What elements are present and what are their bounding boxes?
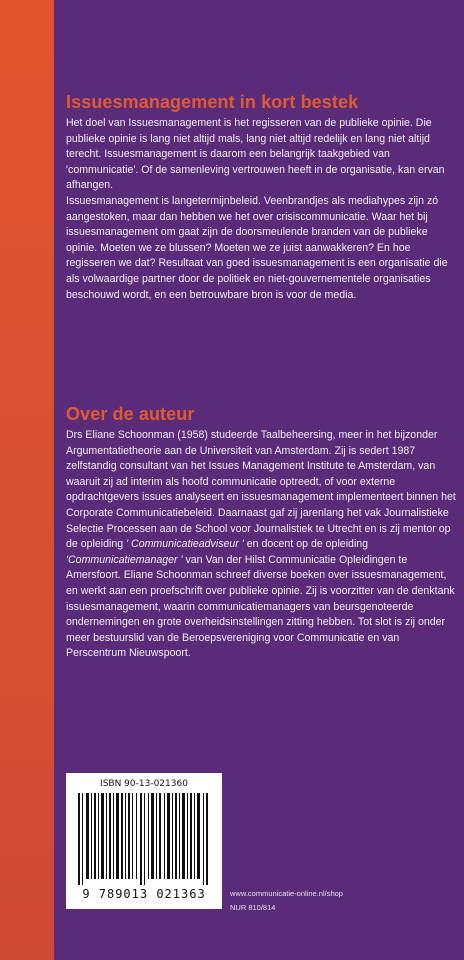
orange-side-strip	[0, 0, 54, 960]
paragraph-2: Issuesmanagement is langetermijnbeleid. Veenbrandjes als mediahypes zijn zó aangestoken, maar dan hebben we het over crisiscommunicatie. Waar het bij issuesmanagement om gaat zijn de doorsmeulende branden van de publieke opinie. Moeten we ze blussen? Moeten we ze juist aanwakkeren? En hoe regisseren we dat? Resultaat van goed issuesmanagement is een organisatie die als volwaardige partner door de politiek en niet-gouvernementele organisaties beschouwd wordt, en een betrouwbare bron is voor de media.	[66, 194, 448, 301]
author-bio	[66, 428, 456, 662]
bio-part-a: Drs Eliane Schoonman (1958) studeerde Taalbeheersing, meer in het bijzonder Argumentatietheorie aan de Universiteit van Amsterdam. Zij is sedert 1987 zelfstandig consultant van het Issues Management Institute te Amsterdam, van waaruit zij ad interim als hoofd communicatie optreedt, of voor externe opdrachtgevers issues analyseert en issuesmanagement implementeert binnen het Corporate Communicatiebeleid. Daarnaast gaf zij jarenlang het vak Journalistieke Selectie Processen aan de School voor Journalistiek te Utrecht en is zij mentor op de opleiding	[66, 429, 456, 551]
course-communicatiemanager: 'Communicatiemanager '	[66, 553, 183, 566]
bio-part-b: en docent op de opleiding	[246, 538, 369, 551]
shop-url: www.communicatie-online.nl/shop	[230, 889, 343, 898]
course-communicatieadviseur: ' Communicatieadviseur '	[126, 538, 244, 551]
isbn-label: ISBN 90-13-021360	[100, 779, 188, 789]
section-issuesmanagement-body	[66, 116, 456, 303]
nur-code: NUR 810/814	[230, 903, 276, 912]
barcode-image	[76, 793, 212, 885]
top-purple-band	[54, 0, 464, 88]
section-auteur-body	[66, 428, 456, 662]
barcode-panel	[66, 773, 222, 909]
bio-part-c: van Van der Hilst Communicatie Opleidingen te Amersfoort. Eliane Schoonman schreef diverse boeken over issuesmanagement, en werkt aan een proefschrift over publieke opinie. Zij is voorzitter van de denktank issuesmanagement, waarin communicatiemanagers van beursgenoteerde ondernemingen en grote overheidsinstellingen zitting hebben. Tot slot is zij onder meer bestuurslid van de Beroepsvereniging voor Communicatie en van Perscentrum Nieuwspoort.	[66, 553, 455, 660]
section-title-auteur: Over de auteur	[66, 404, 195, 424]
section-title-issuesmanagement: Issuesmanagement in kort bestek	[66, 92, 359, 112]
barcode-digits: 9 789013 021363	[82, 887, 206, 901]
paragraph-1: Het doel van Issuesmanagement is het regisseren van de publieke opinie. Die publieke opinie is lang niet altijd mals, lang niet altijd redelijk en lang niet altijd terecht. Issuesmanagement is daarom een belangrijk taakgebied van 'communicatie'. Of de samenleving vertrouwen heeft in de organisatie, kan ervan afhangen.	[66, 117, 445, 192]
